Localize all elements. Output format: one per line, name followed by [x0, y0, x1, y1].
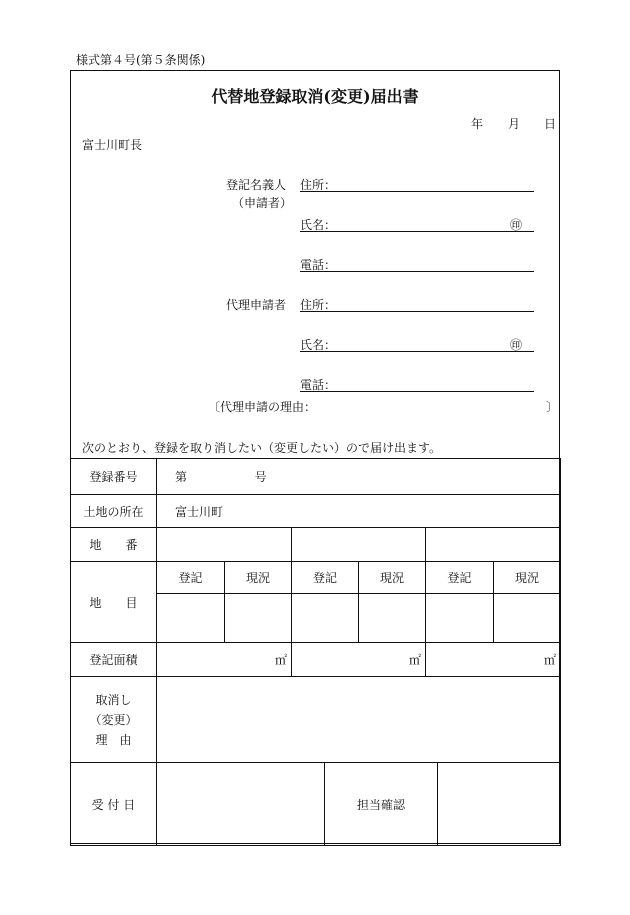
registered-header-3: 登記 [426, 562, 494, 594]
area-unit: ㎡ [408, 653, 421, 667]
registered-category-field-3[interactable] [426, 594, 494, 643]
form-number-label: 様式第４号(第５条関係) [76, 53, 206, 67]
agent-reason-close: 〕 [546, 400, 559, 414]
current-header-3: 現況 [494, 562, 561, 594]
agent-phone-field[interactable] [300, 391, 534, 392]
date-month-label: 月 [508, 117, 521, 131]
agent-phone-label: 電話： [300, 378, 337, 392]
receipt-row [157, 763, 561, 846]
owner-address-label: 住所： [300, 178, 337, 192]
reg-number-suffix: 号 [254, 470, 267, 484]
lot-number-field-2[interactable] [292, 528, 426, 562]
receipt-date-label: 受 付 日 [71, 763, 157, 846]
cancel-reason-line-2: （変更） [89, 712, 138, 727]
lot-number-field-1[interactable] [157, 528, 292, 562]
registered-category-field-2[interactable] [292, 594, 359, 643]
location-field[interactable]: 富士川町 [157, 495, 561, 528]
owner-seal-icon: ㊞ [510, 218, 523, 232]
land-category-label: 地 目 [71, 562, 157, 643]
reg-number-label: 登録番号 [71, 459, 157, 495]
reg-number-field[interactable] [157, 459, 561, 495]
statement: 次のとおり、登録を取り消したい（変更したい）ので届け出ます。 [82, 441, 442, 455]
staff-check-text: 担当確認 [356, 797, 405, 812]
cancel-reason-label [71, 677, 157, 763]
agent-name-label: 氏名： [300, 338, 337, 352]
owner-phone-label: 電話： [300, 258, 337, 272]
agent-name-field[interactable] [300, 351, 534, 352]
owner-sub-label: （申請者） [232, 196, 293, 210]
agent-label: 代理申請者 [226, 298, 287, 312]
area-unit: ㎡ [274, 653, 287, 667]
reg-number-prefix: 第 [175, 470, 188, 484]
date-year-label: 年 [471, 117, 484, 131]
addressee: 富士川町長 [82, 138, 143, 152]
registered-category-field-1[interactable] [157, 594, 225, 643]
area-field-1[interactable] [157, 643, 292, 677]
lot-number-label: 地 番 [71, 528, 157, 562]
owner-name-field[interactable] [300, 231, 534, 232]
owner-label: 登記名義人 [226, 178, 287, 192]
registered-header-2: 登記 [292, 562, 359, 594]
current-header-2: 現況 [359, 562, 426, 594]
agent-reason-label: 〔代理申請の理由： [208, 400, 317, 414]
current-category-field-2[interactable] [359, 594, 426, 643]
area-field-3[interactable] [426, 643, 561, 677]
owner-phone-field[interactable] [300, 271, 534, 272]
agent-address-field[interactable] [300, 311, 534, 312]
date-day-label: 日 [544, 117, 557, 131]
cancel-reason-field[interactable] [157, 677, 561, 763]
lot-number-field-3[interactable] [426, 528, 561, 562]
location-label: 土地の所在 [71, 495, 157, 528]
cancel-reason-line-1: 取消し [95, 692, 132, 707]
area-label: 登記面積 [71, 643, 157, 677]
staff-check-label [324, 763, 438, 845]
area-field-2[interactable] [292, 643, 426, 677]
owner-name-label: 氏名： [300, 218, 337, 232]
form-title: 代替地登録取消(変更)届出書 [211, 87, 419, 106]
staff-check-field[interactable] [438, 763, 560, 845]
registered-header-1: 登記 [157, 562, 225, 594]
receipt-date-field[interactable] [157, 763, 324, 845]
agent-address-label: 住所： [300, 298, 337, 312]
current-category-field-3[interactable] [494, 594, 561, 643]
current-category-field-1[interactable] [225, 594, 292, 643]
cancel-reason-line-3: 理 由 [95, 732, 132, 747]
owner-address-field[interactable] [300, 191, 534, 192]
agent-seal-icon: ㊞ [510, 338, 523, 352]
current-header-1: 現況 [225, 562, 292, 594]
land-registration-table [70, 458, 561, 846]
area-unit: ㎡ [544, 653, 557, 667]
